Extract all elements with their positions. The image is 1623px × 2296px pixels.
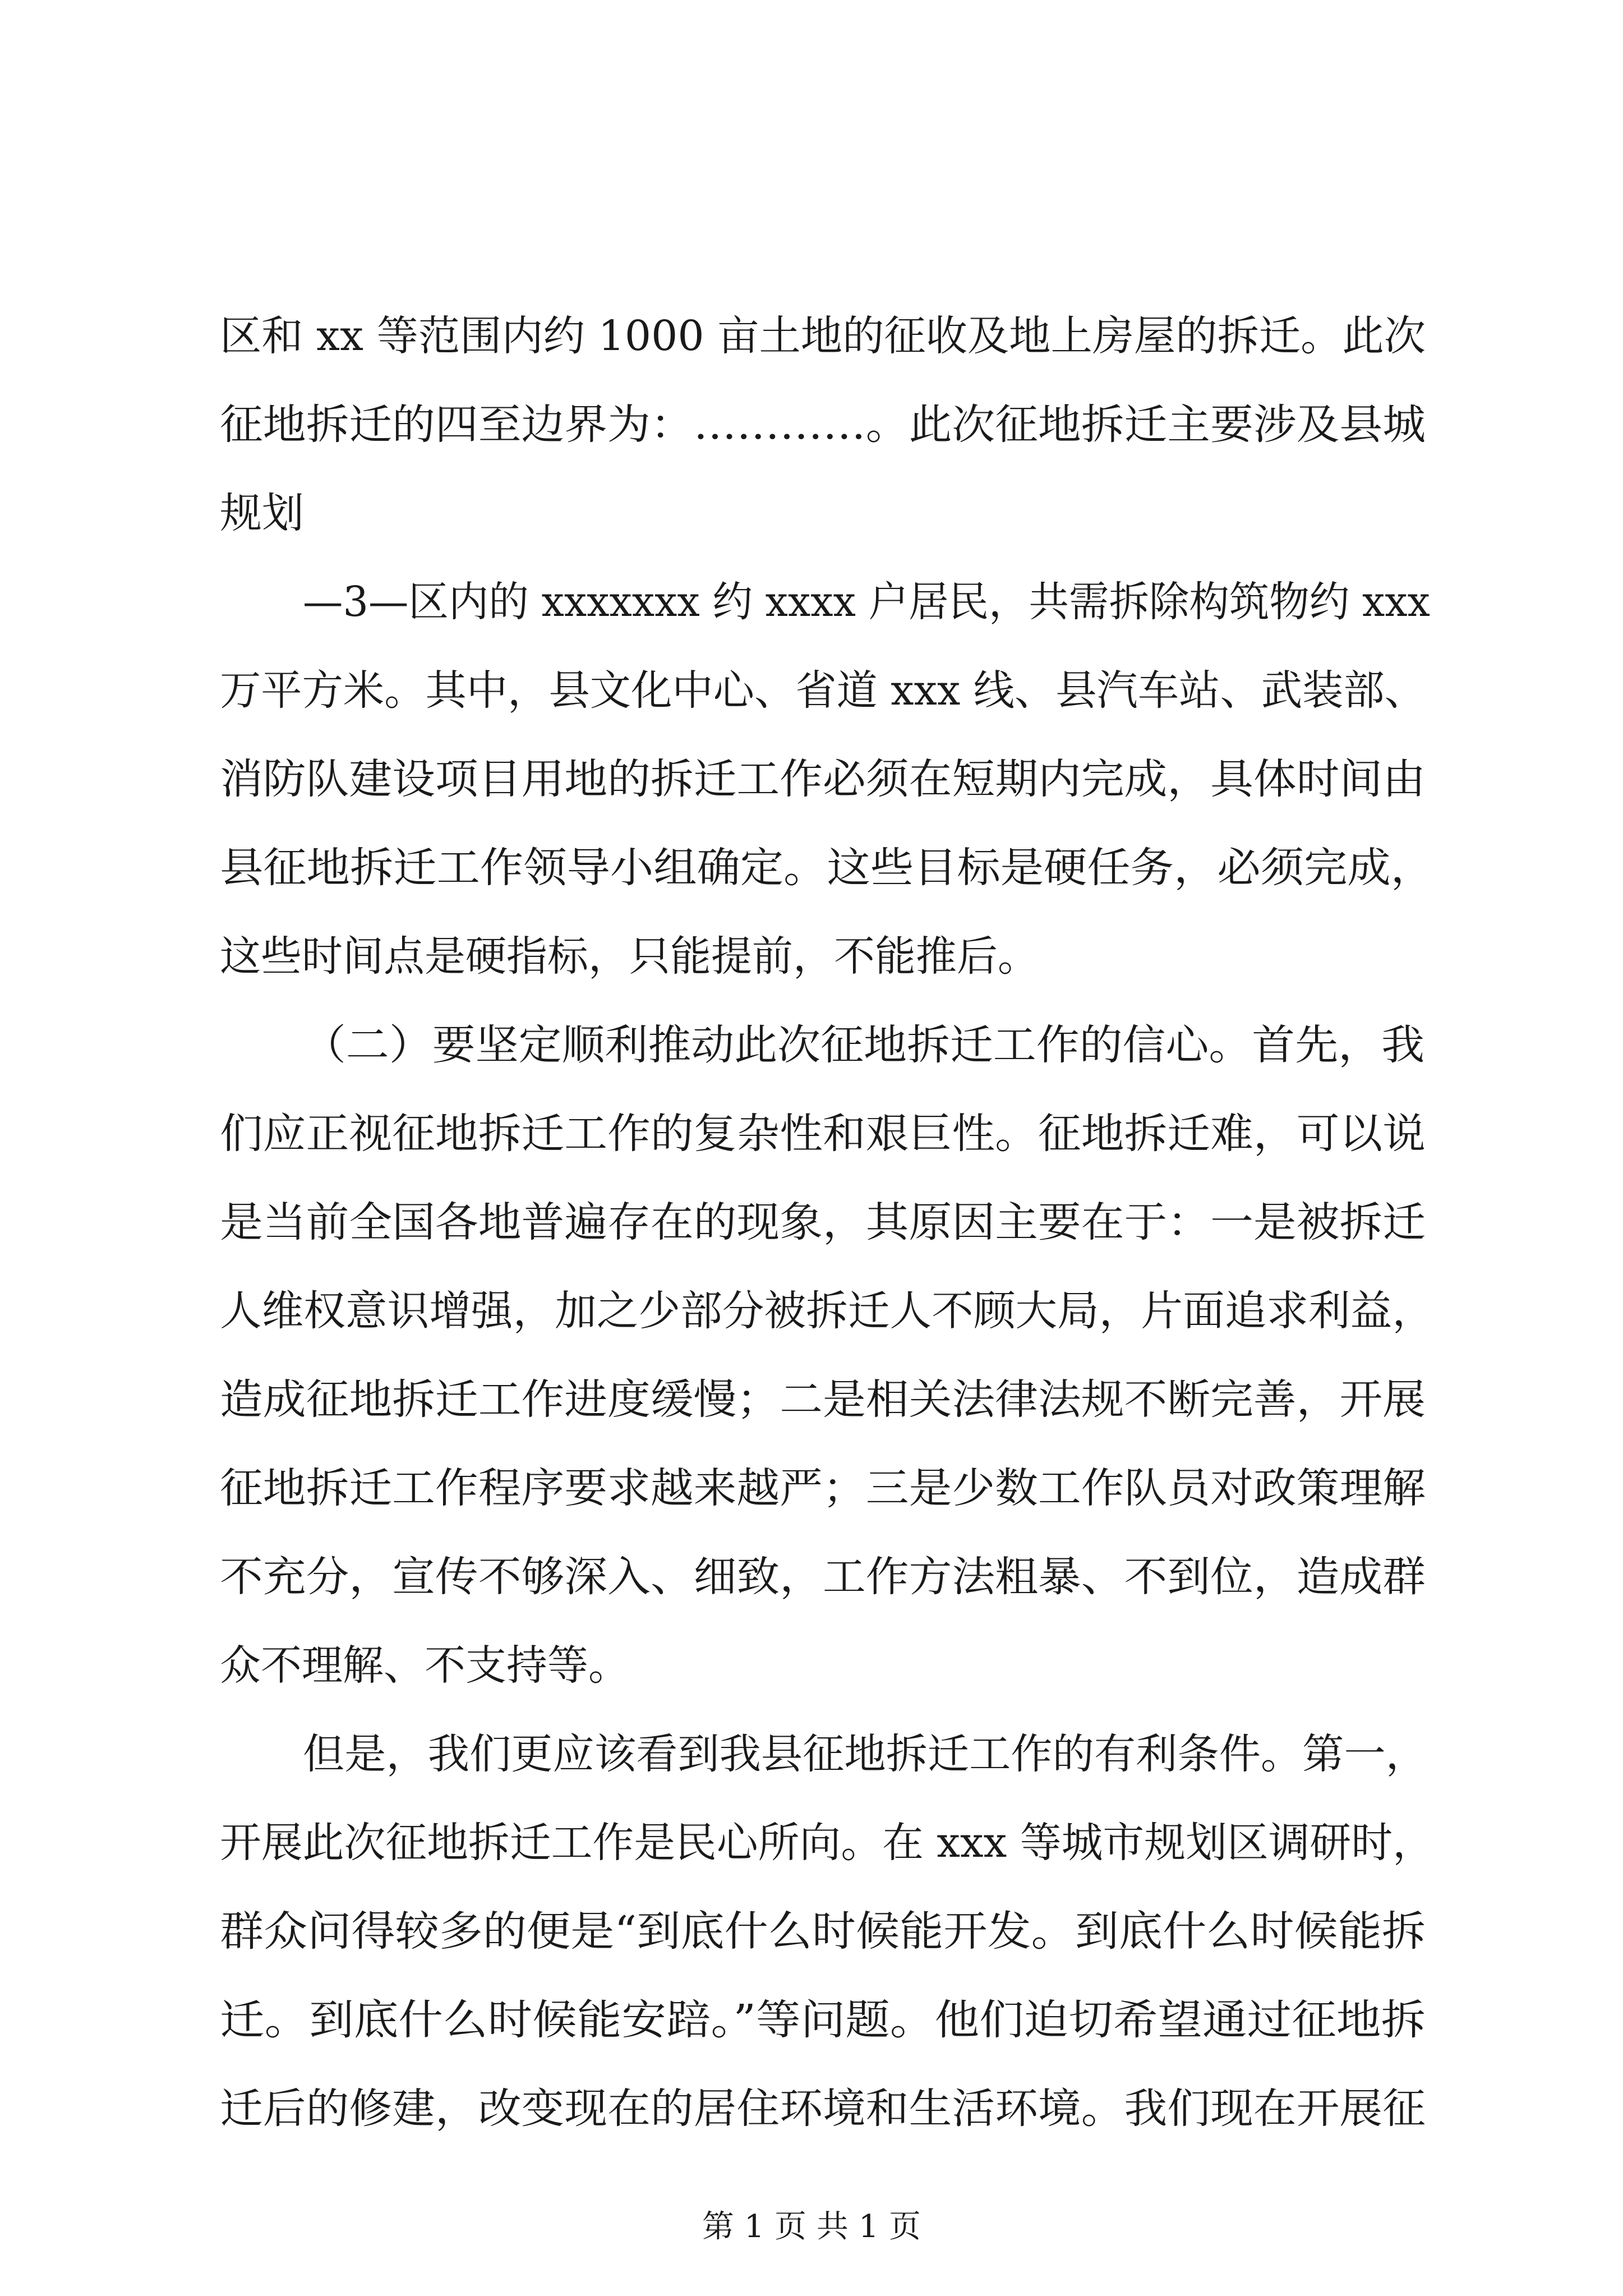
body-line: 万平方米。其中，县文化中心、省道 xxx 线、县汽车站、武装部、 [220,666,1426,715]
body-line: 是当前全国各地普遍存在的现象，其原因主要在于：一是被拆迁 [220,1198,1426,1246]
body-line: 消防队建设项目用地的拆迁工作必须在短期内完成，具体时间由 [220,755,1426,803]
body-line: 县征地拆迁工作领导小组确定。这些目标是硬任务，必须完成， [220,844,1434,892]
body-line: 迁。到底什么时候能安踣。”等问题。他们迫切希望通过征地拆 [220,1996,1426,2044]
body-line: 群众问得较多的便是“到底什么时候能开发。到底什么时候能拆 [220,1907,1426,1955]
body-line: 征地拆迁工作程序要求越来越严；三是少数工作队员对政策理解 [220,1464,1426,1512]
body-line: —3—区内的 xxxxxxx 约 xxxx 户居民，共需拆除构筑物约 xxx [303,578,1430,626]
body-line: 这些时间点是硬指标，只能提前，不能推后。 [220,932,1039,981]
body-line: 造成征地拆迁工作进度缓慢；二是相关法律法规不断完善，开展 [220,1375,1426,1424]
page-number-footer: 第 1 页 共 1 页 [702,2208,921,2245]
body-line: 征地拆迁的四至边界为：…………。此次征地拆迁主要涉及县城 [220,401,1426,449]
body-line: 不充分，宣传不够深入、细致，工作方法粗暴、不到位，造成群 [220,1553,1426,1601]
body-line: 开展此次征地拆迁工作是民心所向。在 xxx 等城市规划区调研时， [220,1819,1434,1867]
body-line: 众不理解、不支持等。 [220,1641,629,1690]
body-line: （二）要坚定顺利推动此次征地拆迁工作的信心。首先，我 [303,1021,1424,1069]
body-line: 人维权意识增强，加之少部分被拆迁人不顾大局，片面追求利益， [220,1287,1434,1335]
body-line: 迁后的修建，改变现在的居住环境和生活环境。我们现在开展征 [220,2085,1426,2133]
body-line: 规划 [220,489,304,537]
body-line: 们应正视征地拆迁工作的复杂性和艰巨性。征地拆迁难，可以说 [220,1110,1426,1158]
body-line: 区和 xx 等范围内约 1000 亩土地的征收及地上房屋的拆迁。此次 [220,312,1426,360]
body-line: 但是，我们更应该看到我县征地拆迁工作的有利条件。第一， [303,1730,1427,1778]
